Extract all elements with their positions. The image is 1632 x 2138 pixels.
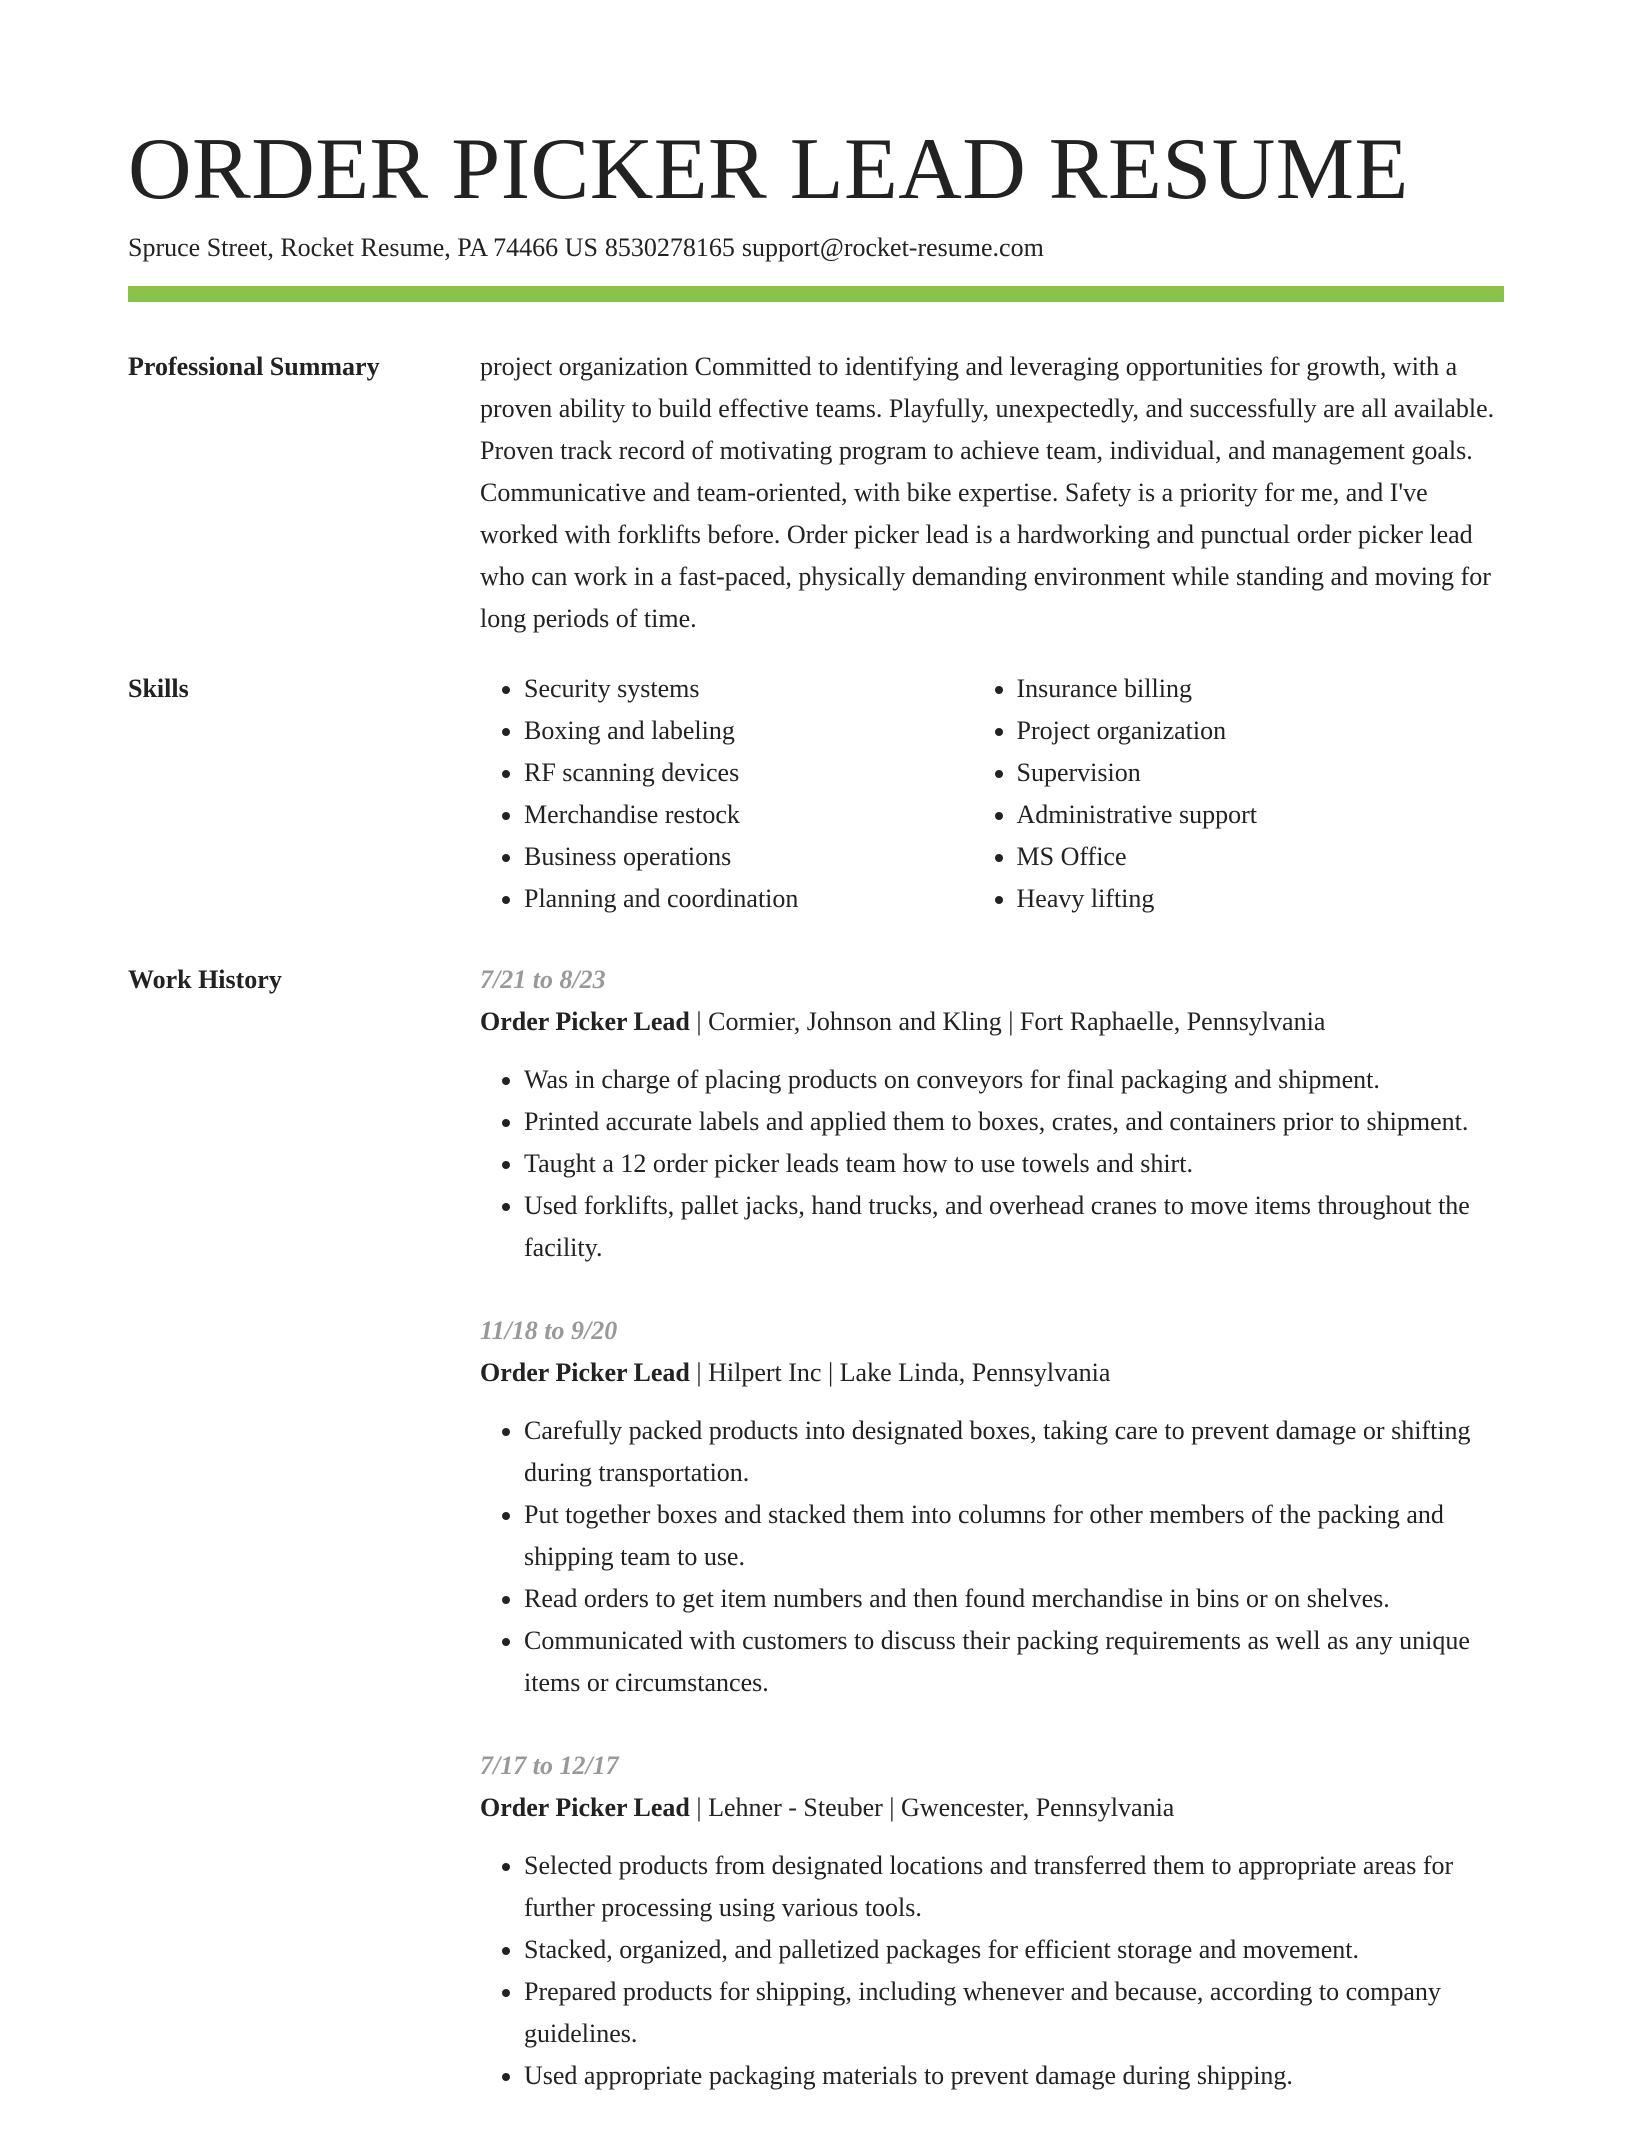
skills-list-right	[973, 668, 1505, 920]
job-entry	[480, 1310, 1504, 1704]
job-dates: 7/17 to 12/17	[480, 1751, 619, 1780]
skill-item: • Merchandise restock	[524, 794, 973, 836]
job-bullet: • Selected products from designated locations and transferred them to appropriate areas for further processing using various tools.	[524, 1845, 1504, 1929]
job-title: Order Picker Lead	[480, 1007, 690, 1036]
job-bullet: • Put together boxes and stacked them into columns for other members of the packing and shipping team to use.	[524, 1494, 1504, 1578]
skills-body	[480, 668, 1504, 920]
job-bullets	[480, 1845, 1504, 2097]
job-bullets	[480, 1410, 1504, 1704]
job-title: Order Picker Lead	[480, 1793, 690, 1822]
job-dates: 7/21 to 8/23	[480, 965, 606, 994]
work-history-label: Work History	[128, 965, 282, 994]
job-bullet: • Was in charge of placing products on conveyors for final packaging and shipment.	[524, 1059, 1504, 1101]
contact-line	[128, 230, 1044, 266]
job-bullet: • Communicated with customers to discuss their packing requirements as well as any unique items or circumstances.	[524, 1620, 1504, 1704]
skill-item: • MS Office	[1017, 836, 1505, 878]
summary-label: Professional Summary	[128, 352, 380, 381]
job-details: | Lehner - Steuber | Gwencester, Pennsylvania	[689, 1793, 1175, 1822]
skills-label: Skills	[128, 674, 189, 703]
job-title-line	[480, 1787, 1504, 1829]
skill-item: • Security systems	[524, 668, 973, 710]
job-bullets	[480, 1059, 1504, 1269]
skill-item: • Boxing and labeling	[524, 710, 973, 752]
skill-item: • Supervision	[1017, 752, 1505, 794]
skill-item: • Insurance billing	[1017, 668, 1505, 710]
skill-item: • Business operations	[524, 836, 973, 878]
skills-list-left	[480, 668, 973, 920]
contact-phone: 8530278165	[604, 233, 735, 262]
job-bullet: • Used forklifts, pallet jacks, hand trucks, and overhead cranes to move items throughout the facility.	[524, 1185, 1504, 1269]
job-entry	[480, 1745, 1504, 2097]
contact-email: support@rocket-resume.com	[741, 233, 1044, 262]
skill-item: • Heavy lifting	[1017, 878, 1505, 920]
job-bullet: • Taught a 12 order picker leads team how to use towels and shirt.	[524, 1143, 1504, 1185]
job-details: | Hilpert Inc | Lake Linda, Pennsylvania	[689, 1358, 1111, 1387]
work-history-body	[480, 959, 1504, 2138]
summary-text: project organization Committed to identifying and leveraging opportunities for growth, with a proven ability to build effective teams. Playfully, unexpectedly, and successfully are all available. Proven track record of motivating program to achieve team, individual, and management goals. Communicative and team-oriented, with bike expertise. Safety is a priority for me, and I've worked with forklifts before. Order picker lead is a hardworking and punctual order picker lead who can work in a fast-paced, physically demanding environment while standing and moving for long periods of time.	[480, 352, 1495, 633]
header-divider	[128, 286, 1504, 302]
job-details: | Cormier, Johnson and Kling | Fort Raphaelle, Pennsylvania	[689, 1007, 1326, 1036]
job-dates: 11/18 to 9/20	[480, 1316, 618, 1345]
job-title: Order Picker Lead	[480, 1358, 690, 1387]
job-title-line	[480, 1001, 1504, 1043]
job-entry	[480, 959, 1504, 1269]
job-bullet: • Prepared products for shipping, including whenever and because, according to company guidelines.	[524, 1971, 1504, 2055]
job-bullet: • Used appropriate packaging materials to prevent damage during shipping.	[524, 2055, 1504, 2097]
skill-item: • Administrative support	[1017, 794, 1505, 836]
job-title-line	[480, 1352, 1504, 1394]
job-bullet: • Carefully packed products into designated boxes, taking care to prevent damage or shifting during transportation.	[524, 1410, 1504, 1494]
skill-item: • Planning and coordination	[524, 878, 973, 920]
skill-item: • RF scanning devices	[524, 752, 973, 794]
summary-body	[480, 346, 1504, 640]
contact-address: Spruce Street, Rocket Resume, PA 74466 US	[128, 233, 598, 262]
resume-title: ORDER PICKER LEAD RESUME	[128, 121, 1409, 218]
job-bullet: • Stacked, organized, and palletized packages for efficient storage and movement.	[524, 1929, 1504, 1971]
skill-item: • Project organization	[1017, 710, 1505, 752]
job-bullet: • Read orders to get item numbers and then found merchandise in bins or on shelves.	[524, 1578, 1504, 1620]
job-bullet: • Printed accurate labels and applied them to boxes, crates, and containers prior to shipment.	[524, 1101, 1504, 1143]
